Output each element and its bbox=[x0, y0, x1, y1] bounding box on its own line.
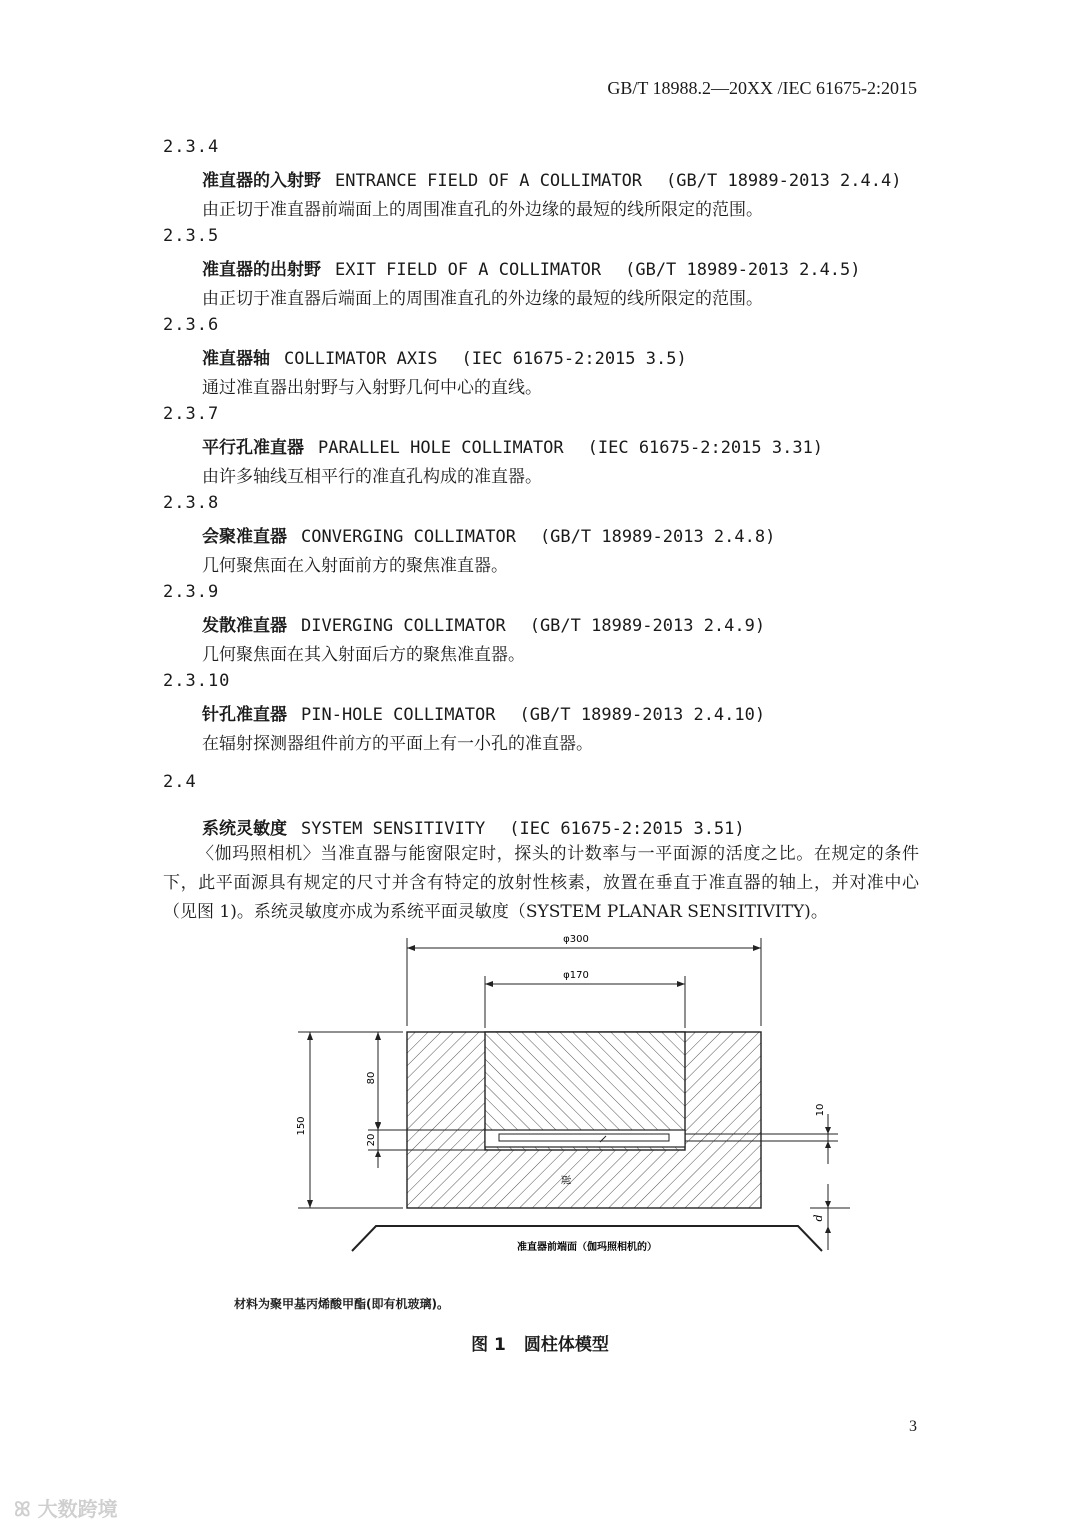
term-line bbox=[202, 700, 765, 725]
page-number: 3 bbox=[909, 1418, 917, 1435]
term-definition: 几何聚焦面在其入射面后方的聚焦准直器。 bbox=[202, 645, 525, 665]
section-number: 2.3.10 bbox=[163, 671, 231, 691]
term-zh: 平行孔准直器 bbox=[202, 438, 304, 458]
term-en: EXIT FIELD OF A COLLIMATOR bbox=[335, 260, 602, 280]
definition-paragraph: 〈伽玛照相机〉当准直器与能窗限定时，探头的计数率与一平面源的活度之比。在规定的条件下，此平面源具有规定的尺寸并含有特定的放射性核素，放置在垂直于准直器的轴上，并对准中心（见图 1)。系统灵敏度亦成为系统平面灵敏度（SYSTEM PLANAR SENSITIVITY)。 bbox=[163, 844, 919, 922]
term-definition: 由正切于准直器前端面上的周围准直孔的外边缘的最短的线所限定的范围。 bbox=[202, 200, 763, 220]
section-number: 2.3.7 bbox=[163, 404, 220, 424]
term-reference: (GB/T 18989-2013 2.4.10) bbox=[519, 705, 766, 725]
section-number: 2.3.5 bbox=[163, 226, 220, 246]
section-number: 2.3.9 bbox=[163, 582, 220, 602]
term-definition: 通过准直器出射野与入射野几何中心的直线。 bbox=[202, 378, 542, 398]
term-line bbox=[202, 611, 765, 636]
dim-right-label: 10 bbox=[815, 1103, 826, 1117]
term-reference: (IEC 61675-2:2015 3.5) bbox=[461, 349, 687, 369]
term-reference: (IEC 61675-2:2015 3.51) bbox=[509, 819, 745, 839]
term-en: PARALLEL HOLE COLLIMATOR bbox=[318, 438, 564, 458]
watermark bbox=[14, 1493, 118, 1522]
term-definition: 在辐射探测器组件前方的平面上有一小孔的准直器。 bbox=[202, 734, 593, 754]
term-definition: 由正切于准直器后端面上的周围准直孔的外边缘的最短的线所限定的范围。 bbox=[202, 289, 763, 309]
term-line bbox=[202, 433, 823, 458]
phantom-diagram bbox=[290, 928, 850, 1258]
collimator-face-label: 准直器前端面（伽玛照相机的） bbox=[517, 1242, 657, 1253]
dim-mid-label: 20 bbox=[366, 1133, 377, 1147]
section-number: 2.4 bbox=[163, 772, 197, 792]
term-definition: 几何聚焦面在入射面前方的聚焦准直器。 bbox=[202, 556, 508, 576]
term-reference: (GB/T 18989-2013 2.4.5) bbox=[625, 260, 861, 280]
figure-caption-title: 圆柱体模型 bbox=[523, 1335, 609, 1355]
term-line bbox=[202, 255, 861, 280]
term-en: COLLIMATOR AXIS bbox=[284, 349, 438, 369]
term-reference: (GB/T 18989-2013 2.4.4) bbox=[666, 171, 902, 191]
term-en: CONVERGING COLLIMATOR bbox=[301, 527, 516, 547]
document-header: GB/T 18988.2—20XX /IEC 61675-2:2015 bbox=[607, 78, 917, 98]
term-zh: 针孔准直器 bbox=[202, 705, 287, 725]
cylinder-phantom-figure bbox=[290, 928, 850, 1258]
term-en: PIN-HOLE COLLIMATOR bbox=[301, 705, 496, 725]
term-zh: 系统灵敏度 bbox=[202, 819, 287, 839]
term-zh: 会聚准直器 bbox=[202, 527, 287, 547]
term-line bbox=[202, 814, 745, 839]
figure-caption bbox=[0, 1330, 1080, 1355]
term-reference: (IEC 61675-2:2015 3.31) bbox=[587, 438, 824, 458]
figure-caption-number: 图 1 bbox=[471, 1335, 506, 1355]
dim-outer-label: φ300 bbox=[563, 934, 589, 945]
dim-inner-label: φ170 bbox=[563, 970, 589, 981]
section-number: 2.3.8 bbox=[163, 493, 220, 513]
term-en: SYSTEM SENSITIVITY bbox=[301, 819, 486, 839]
term-line bbox=[202, 522, 775, 547]
term-zh: 准直器的入射野 bbox=[202, 171, 321, 191]
term-zh: 准直器的出射野 bbox=[202, 260, 321, 280]
term-definition: 由许多轴线互相平行的准直孔构成的准直器。 bbox=[202, 467, 542, 487]
dim-d-label: d bbox=[812, 1214, 825, 1222]
dim-height-label: 150 bbox=[296, 1116, 307, 1136]
section-number: 2.3.4 bbox=[163, 137, 220, 157]
section-number: 2.3.6 bbox=[163, 315, 220, 335]
watermark-logo-icon: ꕤ bbox=[14, 1497, 38, 1521]
term-reference: (GB/T 18989-2013 2.4.9) bbox=[529, 616, 766, 636]
term-line bbox=[202, 166, 901, 191]
figure-material-note: 材料为聚甲基丙烯酸甲酯(即有机玻璃)。 bbox=[234, 1297, 449, 1311]
term-en: ENTRANCE FIELD OF A COLLIMATOR bbox=[335, 171, 643, 191]
source-plate bbox=[499, 1134, 669, 1141]
watermark-text: 大数跨境 bbox=[37, 1497, 118, 1521]
term-reference: (GB/T 18989-2013 2.4.8) bbox=[539, 527, 776, 547]
term-line bbox=[202, 344, 687, 369]
term-zh: 准直器轴 bbox=[202, 349, 270, 369]
term-zh: 发散准直器 bbox=[202, 616, 287, 636]
dim-top-label: 80 bbox=[366, 1071, 377, 1085]
source-label: 源 bbox=[562, 1175, 573, 1185]
term-en: DIVERGING COLLIMATOR bbox=[301, 616, 506, 636]
